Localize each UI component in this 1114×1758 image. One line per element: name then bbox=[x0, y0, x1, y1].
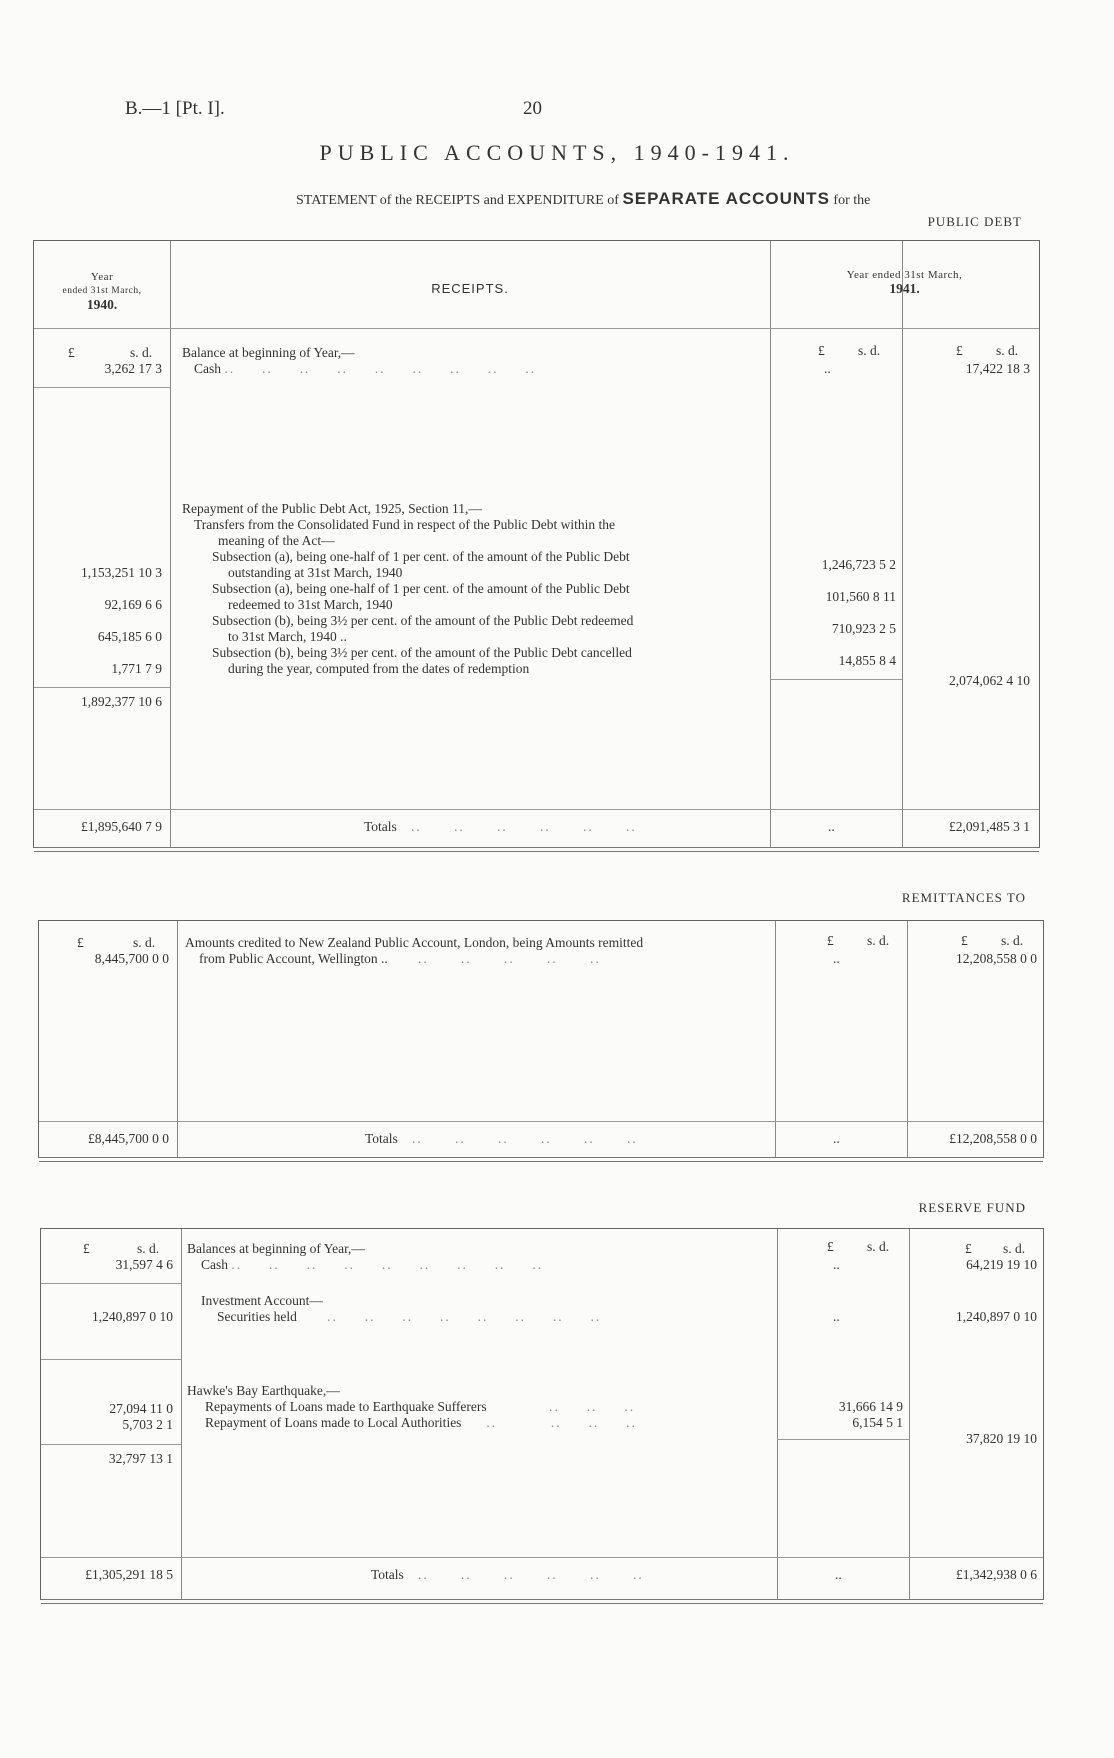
prev-subtotal: 32,797 13 1 bbox=[108, 1451, 173, 1466]
subsection-line: Subsection (b), being 3½ per cent. of the amount of the Public Debt cancelled bbox=[212, 645, 632, 660]
page-title: PUBLIC ACCOUNTS, 1940-1941. bbox=[319, 140, 795, 165]
prev-amount: 645,185 6 0 bbox=[97, 629, 162, 644]
col-year-prev-label2: ended 31st March, bbox=[62, 286, 142, 296]
mid-total: .. bbox=[828, 819, 835, 834]
subsection-line: Subsection (a), being one-half of 1 per cent. of the amount of the Public Debt bbox=[212, 581, 630, 596]
balances-label: Balances at beginning of Year,— bbox=[187, 1241, 365, 1256]
prev-cash-amount: 3,262 17 3 bbox=[104, 361, 162, 376]
unit-sd: s. d. bbox=[1003, 1241, 1026, 1256]
prev-subtotal: 1,892,377 10 6 bbox=[81, 694, 162, 709]
unit-pounds: £ bbox=[827, 933, 834, 948]
repayment-line: Repayment of Loans made to Local Authorities .. .. .. .. bbox=[205, 1415, 637, 1430]
cash-label: Cash .. .. .. .. .. .. .. .. .. bbox=[194, 361, 537, 376]
totals-label: Totals .. .. .. .. .. .. bbox=[364, 819, 637, 834]
subtitle-prefix: STATEMENT of the RECEIPTS and EXPENDITURE of bbox=[296, 193, 619, 208]
prev-securities-amount: 1,240,897 0 10 bbox=[92, 1309, 173, 1324]
remittance-line2: from Public Account, Wellington .. .. .. .. .. .. bbox=[199, 951, 601, 966]
prev-total: £8,445,700 0 0 bbox=[88, 1131, 169, 1146]
prev-amount: 27,094 11 0 bbox=[109, 1401, 173, 1416]
subtitle-suffix: for the bbox=[833, 193, 871, 208]
hawkes-bay-label: Hawke's Bay Earthquake,— bbox=[187, 1383, 340, 1398]
unit-pounds: £ bbox=[68, 345, 75, 360]
curr-amount: 12,208,558 0 0 bbox=[956, 951, 1037, 966]
subsection-line: outstanding at 31st March, 1940 bbox=[228, 565, 403, 580]
curr-cash-amount: 64,219 19 10 bbox=[966, 1257, 1037, 1272]
mid-securities-amount: .. bbox=[833, 1309, 840, 1324]
statement-subtitle bbox=[296, 189, 870, 209]
prev-amount: 1,153,251 10 3 bbox=[81, 565, 162, 580]
curr-subtotal: 37,820 19 10 bbox=[966, 1431, 1037, 1446]
prev-total: £1,895,640 7 9 bbox=[81, 819, 162, 834]
prev-amount: 92,169 6 6 bbox=[104, 597, 162, 612]
unit-pounds: £ bbox=[827, 1239, 834, 1254]
curr-total: £12,208,558 0 0 bbox=[949, 1131, 1037, 1146]
unit-sd: s. d. bbox=[996, 343, 1019, 358]
repayment-line: Repayments of Loans made to Earthquake Sufferers .. .. .. bbox=[205, 1399, 636, 1414]
mid-amount: 31,666 14 9 bbox=[838, 1399, 903, 1414]
mid-amount: 1,246,723 5 2 bbox=[821, 557, 896, 572]
unit-sd: s. d. bbox=[867, 1239, 890, 1254]
unit-sd: s. d. bbox=[867, 933, 890, 948]
account-name-public-debt: PUBLIC DEBT bbox=[927, 214, 1022, 229]
curr-subtotal: 2,074,062 4 10 bbox=[949, 673, 1030, 688]
subsection-line: Subsection (b), being 3½ per cent. of the amount of the Public Debt redeemed bbox=[212, 613, 634, 628]
reserve-fund-table bbox=[40, 1228, 1044, 1600]
unit-sd: s. d. bbox=[137, 1241, 160, 1256]
subsection-line: redeemed to 31st March, 1940 bbox=[228, 597, 393, 612]
unit-pounds: £ bbox=[965, 1241, 972, 1256]
document-code: B.—1 [Pt. I]. bbox=[125, 98, 225, 119]
reserve-fund-heading: RESERVE FUND bbox=[918, 1200, 1026, 1215]
unit-sd: s. d. bbox=[133, 935, 156, 950]
totals-label: Totals .. .. .. .. .. .. bbox=[365, 1131, 638, 1146]
unit-pounds: £ bbox=[77, 935, 84, 950]
securities-label: Securities held .. .. .. .. .. .. .. .. bbox=[217, 1309, 602, 1324]
curr-total: £1,342,938 0 6 bbox=[956, 1567, 1037, 1582]
totals-label: Totals .. .. .. .. .. .. bbox=[371, 1567, 644, 1582]
transfers-line1: Transfers from the Consolidated Fund in respect of the Public Debt within the bbox=[194, 517, 615, 532]
mid-amount: 6,154 5 1 bbox=[852, 1415, 903, 1430]
mid-total: .. bbox=[835, 1567, 842, 1582]
mid-total: .. bbox=[833, 1131, 840, 1146]
page-number: 20 bbox=[523, 98, 542, 119]
curr-total: £2,091,485 3 1 bbox=[949, 819, 1030, 834]
subtitle-bold: SEPARATE ACCOUNTS bbox=[622, 189, 830, 208]
investment-label: Investment Account— bbox=[201, 1293, 323, 1308]
unit-pounds: £ bbox=[83, 1241, 90, 1256]
col-receipts: RECEIPTS. bbox=[431, 281, 509, 296]
unit-sd: s. d. bbox=[1001, 933, 1024, 948]
curr-cash-amount: 17,422 18 3 bbox=[965, 361, 1030, 376]
prev-amount: 1,771 7 9 bbox=[111, 661, 162, 676]
col-year-curr-year: 1941. bbox=[889, 281, 920, 296]
prev-total: £1,305,291 18 5 bbox=[85, 1567, 173, 1582]
balance-label: Balance at beginning of Year,— bbox=[182, 345, 355, 360]
act-label: Repayment of the Public Debt Act, 1925, Section 11,— bbox=[182, 501, 482, 516]
mid-amount: .. bbox=[833, 951, 840, 966]
col-year-prev-year: 1940. bbox=[86, 297, 118, 312]
prev-amount: 5,703 2 1 bbox=[122, 1417, 173, 1432]
unit-sd: s. d. bbox=[130, 345, 153, 360]
subsection-line: to 31st March, 1940 .. bbox=[228, 629, 347, 644]
subsection-line: during the year, computed from the dates of redemption bbox=[228, 661, 530, 676]
unit-pounds: £ bbox=[956, 343, 963, 358]
mid-amount: 14,855 8 4 bbox=[838, 653, 896, 668]
unit-pounds: £ bbox=[818, 343, 825, 358]
remittance-line1: Amounts credited to New Zealand Public Account, London, being Amounts remitted bbox=[185, 935, 644, 950]
col-year-curr-label: Year ended 31st March, bbox=[846, 269, 963, 281]
curr-securities-amount: 1,240,897 0 10 bbox=[956, 1309, 1037, 1324]
mid-cash-amount: .. bbox=[833, 1257, 840, 1272]
remittances-heading: REMITTANCES TO bbox=[901, 890, 1026, 905]
prev-cash-amount: 31,597 4 6 bbox=[115, 1257, 173, 1272]
col-year-prev-label1: Year bbox=[90, 271, 114, 283]
prev-amount: 8,445,700 0 0 bbox=[94, 951, 169, 966]
mid-amount: 710,923 2 5 bbox=[831, 621, 896, 636]
mid-cash-amount: .. bbox=[824, 361, 831, 376]
cash-label: Cash .. .. .. .. .. .. .. .. .. bbox=[201, 1257, 544, 1272]
public-debt-table bbox=[33, 240, 1040, 848]
remittances-table bbox=[38, 920, 1044, 1158]
unit-pounds: £ bbox=[961, 933, 968, 948]
unit-sd: s. d. bbox=[858, 343, 881, 358]
transfers-line2: meaning of the Act— bbox=[218, 533, 335, 548]
subsection-line: Subsection (a), being one-half of 1 per cent. of the amount of the Public Debt bbox=[212, 549, 630, 564]
mid-amount: 101,560 8 11 bbox=[825, 589, 896, 604]
